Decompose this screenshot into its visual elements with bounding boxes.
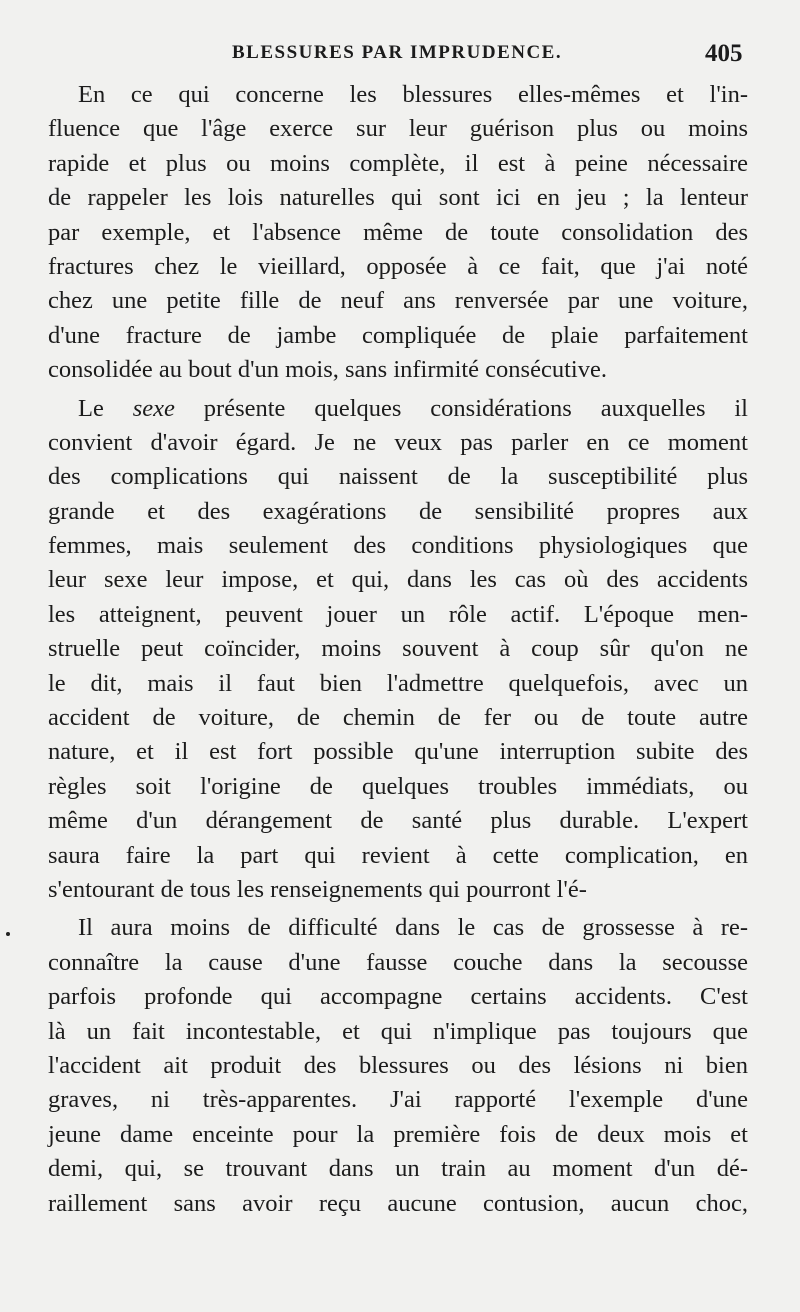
- paragraph-3: [48, 911, 748, 1221]
- italic-word: sexe: [132, 394, 175, 422]
- text-line: rapide et plus ou moins complète, il est à peine nécessaire: [48, 149, 748, 177]
- text-line: parfois profonde qui accompagne certains accidents. C'est: [48, 983, 748, 1011]
- text-line: des complications qui naissent de la susceptibilité plus: [48, 463, 748, 491]
- text-line: grande et des exagérations de sensibilité propres aux: [48, 497, 748, 525]
- text-line: struelle peut coïncider, moins souvent à coup sûr qu'on ne: [48, 635, 748, 663]
- text-line: fluence que l'âge exerce sur leur guérison plus ou moins: [48, 115, 748, 143]
- text-segment: Le: [78, 394, 133, 422]
- text-line: jeune dame enceinte pour la première fois de deux mois et: [48, 1120, 748, 1148]
- running-head: [0, 40, 800, 74]
- text-line: demi, qui, se trouvant dans un train au moment d'un dé-: [48, 1155, 748, 1183]
- text-line: fractures chez le vieillard, opposée à ce fait, que j'ai noté: [48, 252, 748, 280]
- text-line: par exemple, et l'absence même de toute consolidation des: [48, 218, 748, 246]
- text-line: graves, ni très-apparentes. J'ai rapporté l'exemple d'une: [48, 1086, 748, 1114]
- text-line: de rappeler les lois naturelles qui sont ici en jeu ; la lenteur: [48, 184, 748, 212]
- text-line: nature, et il est fort possible qu'une interruption subite des: [48, 738, 748, 766]
- text-line: [48, 392, 748, 426]
- text-line: les atteignent, peuvent jouer un rôle actif. L'époque men-: [48, 600, 748, 628]
- text-line: convient d'avoir égard. Je ne veux pas parler en ce moment: [48, 428, 748, 456]
- text-line: le dit, mais il faut bien l'admettre quelquefois, avec un: [48, 669, 748, 697]
- text-line: l'accident ait produit des blessures ou des lésions ni bien: [48, 1051, 748, 1079]
- running-title: BLESSURES PAR IMPRUDENCE.: [232, 42, 563, 63]
- text-line: saura faire la part qui revient à cette complication, en: [48, 841, 748, 869]
- text-line: Il aura moins de difficulté dans le cas de grossesse à re-: [78, 914, 748, 942]
- text-line: s'entourant de tous les renseignements qui pourront l'é-: [48, 875, 587, 903]
- text-line: là un fait incontestable, et qui n'implique pas toujours que: [48, 1017, 748, 1045]
- text-segment: présente quelques considérations auxquelles il: [174, 394, 748, 422]
- text-line: accident de voiture, de chemin de fer ou de toute autre: [48, 704, 748, 732]
- margin-dot-mark: [6, 932, 10, 936]
- text-line: connaître la cause d'une fausse couche dans la secousse: [48, 948, 748, 976]
- text-line: consolidée au bout d'un mois, sans infirmité consécutive.: [48, 356, 607, 384]
- text-line: d'une fracture de jambe compliquée de plaie parfaitement: [48, 321, 748, 349]
- paragraph-1: [48, 78, 748, 388]
- text-line: leur sexe leur impose, et qui, dans les cas où des accidents: [48, 566, 748, 594]
- text-line: En ce qui concerne les blessures elles-mêmes et l'in-: [78, 81, 748, 108]
- page-number: 405: [705, 40, 743, 67]
- text-line: règles soit l'origine de quelques troubles immédiats, ou: [48, 772, 748, 800]
- body-text: [48, 78, 748, 1225]
- paragraph-2: [48, 392, 748, 908]
- text-line: même d'un dérangement de santé plus durable. L'expert: [48, 807, 748, 835]
- text-line: chez une petite fille de neuf ans renversée par une voiture,: [48, 287, 748, 315]
- text-line: raillement sans avoir reçu aucune contusion, aucun choc,: [48, 1189, 748, 1217]
- text-line: femmes, mais seulement des conditions physiologiques que: [48, 532, 748, 560]
